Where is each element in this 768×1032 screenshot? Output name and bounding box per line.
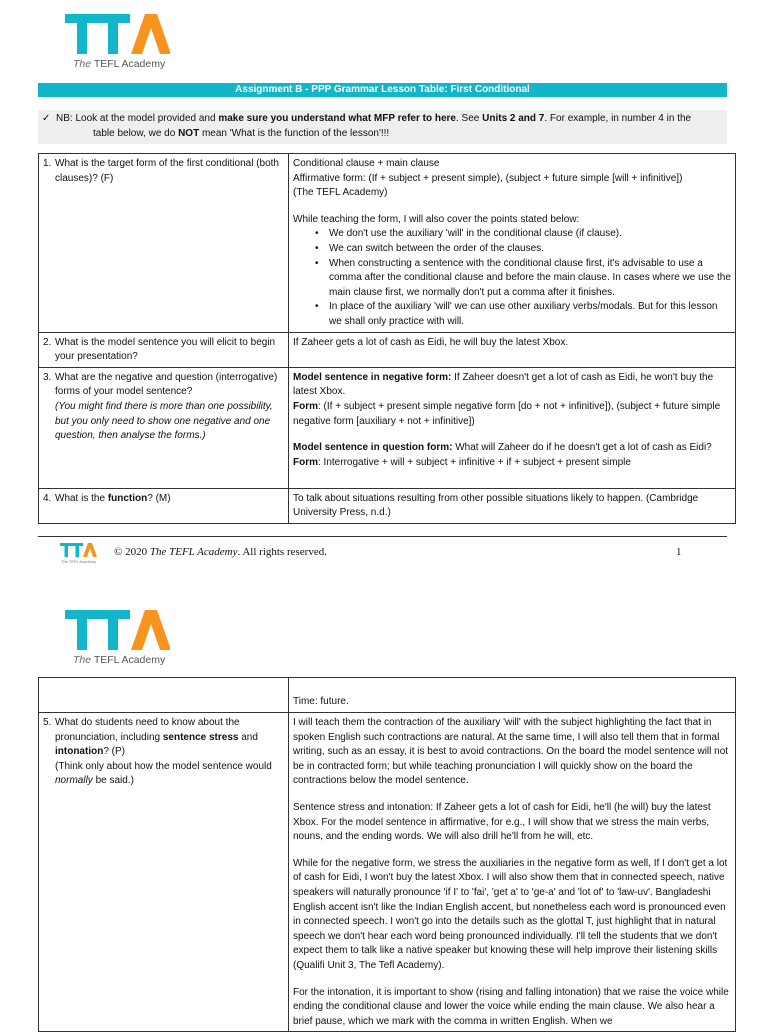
nb-note: ✓ NB: Look at the model provided and make sure you understand what MFP refer to here. See Units 2 and 7. For example, in number 4 in the table below, we do NOT mean 'What is the function of the lesson'!!! bbox=[38, 110, 727, 144]
logo-subtitle: The TEFL Academy bbox=[73, 654, 166, 666]
table-row-4 bbox=[39, 488, 736, 523]
tta-mini-logo-icon bbox=[60, 541, 98, 565]
answer-cell-time: Time: future. bbox=[289, 678, 736, 713]
table-row-3 bbox=[39, 367, 736, 488]
question-cell-2: 2. What is the model sentence you will elicit to begin your presentation? bbox=[39, 332, 289, 367]
list-item: • We don't use the auxiliary 'will' in the conditional clause (if clause). bbox=[317, 227, 731, 242]
answer-cell-2: If Zaheer gets a lot of cash as Eidi, he will buy the latest Xbox. bbox=[289, 332, 736, 367]
question-cell-3: 3. What are the negative and question (interrogative) forms of your model sentence? (You might find there is more than one possibility, but you only need to show one negative and one question, then analyse the forms.) bbox=[39, 367, 289, 488]
form-points-list bbox=[317, 227, 731, 329]
grammar-table-page-1 bbox=[38, 153, 736, 524]
copyright-text: © 2020 The TEFL Academy. All rights reserved. bbox=[114, 546, 327, 558]
list-item: • When constructing a sentence with the conditional clause first, it's advisable to use a comma after the conditional clause and before the main clause. In cases where we use the main clause first, we normally don't put a comma after it finishes. bbox=[317, 257, 731, 301]
tta-logo bbox=[65, 608, 175, 668]
list-item: • In place of the auxiliary 'will' we can use other auxiliary verbs/modals. But for this lesson we shall only practice with will. bbox=[317, 300, 731, 329]
question-cell-1: 1. What is the target form of the first conditional (both clauses)? (F) bbox=[39, 154, 289, 333]
table-row-2 bbox=[39, 332, 736, 367]
table-row-1 bbox=[39, 154, 736, 333]
question-cell-5: 5. What do students need to know about the pronunciation, including sentence stress and intonation? (P) (Think only about how the model sentence would normally be said.) bbox=[39, 713, 289, 1032]
tta-logo-mark-icon bbox=[65, 12, 170, 56]
question-cell-empty bbox=[39, 678, 289, 713]
page-2 bbox=[0, 590, 768, 1027]
answer-cell-4: To talk about situations resulting from other possible situations likely to happen. (Cambridge University Press, n.d.) bbox=[289, 488, 736, 523]
grammar-table-page-2 bbox=[38, 677, 736, 1032]
answer-cell-5: I will teach them the contraction of the auxiliary 'will' with the subject highlighting the fact that in spoken English such contractions are natural. At the same time, I will also tell them that in formal writing, such as an essay, it is best to avoid contractions. On the board the model sentence will not be in contracted form; but while teaching pronunciation I will quickly show on the board the contractions below the model sentence. Sentence stress and intonation: If Zaheer gets a lot of cash for Eidi, he'll (he will) buy the latest Xbox. For the model sentence in affirmative, for e.g., I will show that we stress the main verbs, nouns, and the ending words. We will also drill he'll from he will, etc. While for the negative form, we stress the auxiliaries in the negative form as well, If I don't get a lot of cash for Eidi, I won't buy the latest Xbox. I will also show them that in connected speech, native speakers will naturally pronounce 'if I' to 'fai', 'get a' to 'ge-a' and 'lot of' to 'law-uv'. Bangladeshi English accent isn't like the Indian English accent, but nonetheless each word is pronounced even in connected speech. I won't go into the details such as the glottal T, just highlight that in natural speech we don't hear each word being pronounced individually. I'll tell the students that we don't expect them to talk like a native speaker but knowing these will help improve their listening skills (Qualifi Unit 3, The Tefl Academy). For the intonation, it is important to show (rising and falling intonation) that we raise the voice while ending the conditional clause and lower the voice while ending the main clause. We also hear a brief pause, which we mark with the comma in written English. When we bbox=[289, 713, 736, 1032]
page-footer bbox=[38, 536, 727, 564]
page-number: 1 bbox=[676, 546, 682, 558]
tta-logo bbox=[65, 12, 175, 72]
question-cell-4: 4. What is the function? (M) bbox=[39, 488, 289, 523]
list-item: • We can switch between the order of the clauses. bbox=[317, 242, 731, 257]
table-row-continued bbox=[39, 678, 736, 713]
assignment-banner: Assignment B - PPP Grammar Lesson Table: First Conditional bbox=[38, 83, 727, 97]
svg-text:The TEFL Academy: The TEFL Academy bbox=[61, 559, 97, 564]
tta-logo-mark-icon bbox=[65, 608, 170, 652]
answer-cell-1: Conditional clause + main clause Affirmative form: (If + subject + present simple), (subject + future simple [will + infinitive]) (The TEFL Academy) While teaching the form, I will also cover the points stated below: • We don't use the auxiliary 'will' in the conditional clause (if clause). • We can switch between the order of the clauses. • When constructing a sentence with the conditional clause first, it's advisable to use a comma after the conditional clause and before the main clause. In cases where we use the main clause first, we normally don't put a comma after it finishes. • In place of the auxiliary 'will' we can use other auxiliary verbs/modals. But for this lesson we shall only practice with will. bbox=[289, 154, 736, 333]
answer-cell-3: Model sentence in negative form: If Zaheer doesn't get a lot of cash as Eidi, he won't buy the latest Xbox. Form: (If + subject + present simple negative form [do + not + infinitive]), (subject + future simple negative form [auxiliary + not + infinitive]) Model sentence in question form: What will Zaheer do if he doesn't get a lot of cash as Eidi? Form: Interrogative + will + subject + infinitive + if + subject + present simple bbox=[289, 367, 736, 488]
logo-subtitle: The TEFL Academy bbox=[73, 58, 166, 70]
table-row-5 bbox=[39, 713, 736, 1032]
check-icon: ✓ bbox=[42, 113, 51, 124]
